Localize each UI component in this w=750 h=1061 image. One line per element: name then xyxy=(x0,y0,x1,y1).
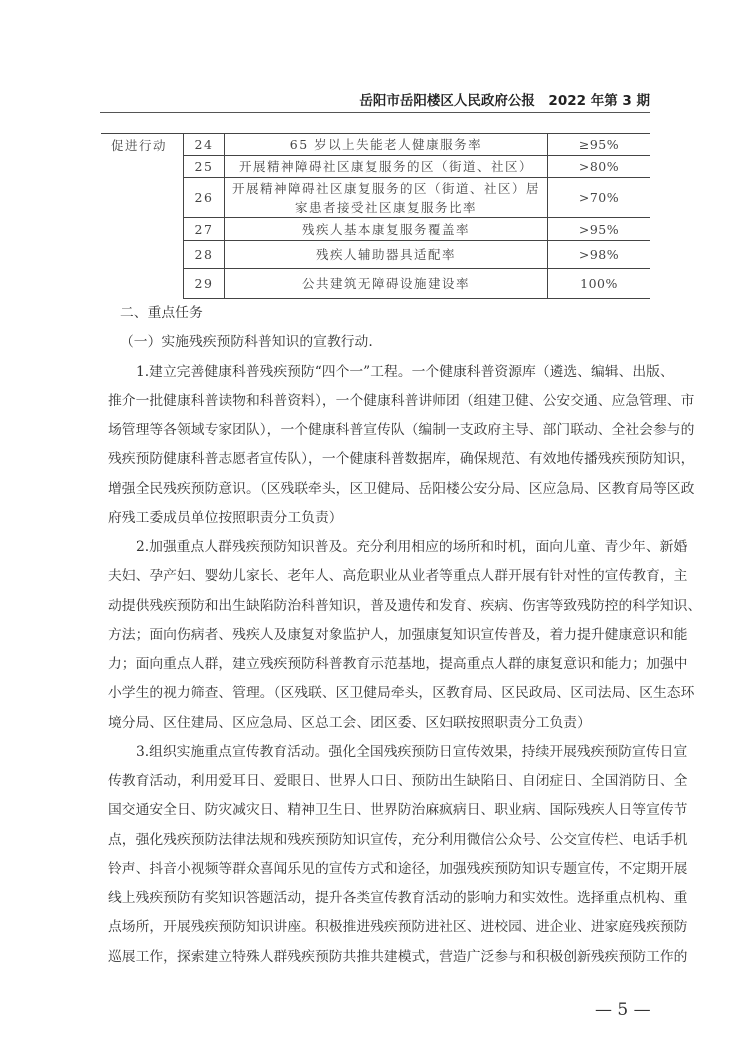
indicator-name: 残疾人辅助器具适配率 xyxy=(225,241,548,269)
text-line: 动提供残疾预防和出生缺陷防治科普知识，普及遗传和发育、疾病、伤害等致残防控的科学知识、 xyxy=(108,597,702,614)
text-line: 3.组织实施重点宣传教育活动。强化全国残疾预防日宣传效果，持续开展残疾预防宣传日宣 xyxy=(136,743,688,760)
category-cell: 促进行动 xyxy=(101,134,184,299)
document-body xyxy=(108,299,702,972)
page-number: — 5 — xyxy=(595,1000,651,1020)
text-line: 府残工委成员单位按照职责分工负责） xyxy=(108,509,343,526)
text-line: 场管理等各领域专家团队），一个健康科普宣传队（编制一支政府主导、部门联动、全社会参与的 xyxy=(108,422,695,438)
table-row xyxy=(101,134,650,156)
row-number: 27 xyxy=(184,218,225,241)
row-number: 26 xyxy=(184,178,225,218)
table-row xyxy=(101,241,650,269)
target-value: >80% xyxy=(548,156,651,178)
text-line: 1.建立完善健康科普残疾预防“四个一”工程。一个健康科普资源库（遴选、编辑、出版、 xyxy=(136,363,674,380)
text-line: 境分局、区住建局、区应急局、区总工会、团区委、区妇联按照职责分工负责） xyxy=(108,714,591,731)
section-heading xyxy=(108,328,650,357)
row-number: 29 xyxy=(184,269,225,299)
target-value: >70% xyxy=(548,178,651,218)
indicator-table xyxy=(101,133,650,299)
text-line: 残疾预防健康科普志愿者宣传队），一个健康科普数据库，确保规范、有效地传播残疾预防知识， xyxy=(108,451,695,468)
indicator-name: 65 岁以上失能老人健康服务率 xyxy=(225,134,548,156)
target-value: >95% xyxy=(548,218,651,241)
indicator-name: 残疾人基本康复服务覆盖率 xyxy=(225,218,548,241)
indicator-name: 开展精神障碍社区康复服务的区（街道、社区） xyxy=(225,156,548,178)
text-line: 方法；面向伤病者、残疾人及康复对象监护人，加强康复知识宣传普及，着力提升健康意识和能 xyxy=(108,626,688,643)
text-line: 铃声、抖音小视频等群众喜闻乐见的宣传方式和途径，加强残疾预防知识专题宣传，不定期开展 xyxy=(108,860,688,877)
paragraph xyxy=(108,738,688,972)
target-value: ≥95% xyxy=(548,134,651,156)
row-number: 24 xyxy=(184,134,225,156)
table-row xyxy=(101,156,650,178)
table-row xyxy=(101,218,650,241)
header-rule xyxy=(100,112,650,113)
text-line: 小学生的视力筛查、管理。（区残联、区卫健局牵头，区教育局、区民政局、区司法局、区生态环 xyxy=(108,685,695,702)
table-row xyxy=(101,269,650,299)
row-number: 28 xyxy=(184,241,225,269)
text-line: 巡展工作，探索建立特殊人群残疾预防共推共建模式，营造广泛参与和积极创新残疾预防工作的 xyxy=(108,948,688,965)
paragraph xyxy=(108,533,702,738)
text-line: 2.加强重点人群残疾预防知识普及。充分利用相应的场所和时机，面向儿童、青少年、新婚 xyxy=(136,539,688,555)
text-line: 夫妇、孕产妇、婴幼儿家长、老年人、高危职业从业者等重点人群开展有针对性的宣传教育，主 xyxy=(108,568,688,585)
text-line: 增强全民残疾预防意识。（区残联牵头，区卫健局、岳阳楼公安分局、区应急局、区教育局等区政 xyxy=(108,480,695,497)
section-heading xyxy=(108,299,650,328)
table-row xyxy=(101,178,650,218)
indicator-name: 公共建筑无障碍设施建设率 xyxy=(225,269,548,299)
row-number: 25 xyxy=(184,156,225,178)
target-value: >98% xyxy=(548,241,651,269)
text-line: 国交通安全日、防灾减灾日、精神卫生日、世界防治麻疯病日、职业病、国际残疾人日等宣传节 xyxy=(108,802,688,819)
text-line: 线上残疾预防有奖知识答题活动，提升各类宣传教育活动的影响力和实效性。选择重点机构、重 xyxy=(108,890,688,906)
paragraph xyxy=(108,358,695,534)
text-line: 点，强化残疾预防法律法规和残疾预防知识宣传，充分利用微信公众号、公交宣传栏、电话手机 xyxy=(108,831,688,848)
indicator-name: 开展精神障碍社区康复服务的区（街道、社区）居家患者接受社区康复服务比率 xyxy=(225,178,548,218)
text-line: 力；面向重点人群，建立残疾预防科普教育示范基地，提高重点人群的康复意识和能力；加强中 xyxy=(108,656,688,672)
text-line: 传教育活动，利用爱耳日、爱眼日、世界人口日、预防出生缺陷日、自闭症日、全国消防日、全 xyxy=(108,773,688,789)
text-line: （一）实施残疾预防科普知识的宣教行动. xyxy=(120,334,373,351)
text-line: 推介一批健康科普读物和科普资料），一个健康科普讲师团（组建卫健、公安交通、应急管理、市 xyxy=(108,392,695,409)
page-header: 岳阳市岳阳楼区人民政府公报 2022 年第 3 期 xyxy=(359,93,650,109)
text-line: 点场所，开展残疾预防知识讲座。积极推进残疾预防进社区、进校园、进企业、进家庭残疾预防 xyxy=(108,919,688,936)
target-value: 100% xyxy=(548,269,651,299)
text-line: 二、重点任务 xyxy=(120,305,203,321)
